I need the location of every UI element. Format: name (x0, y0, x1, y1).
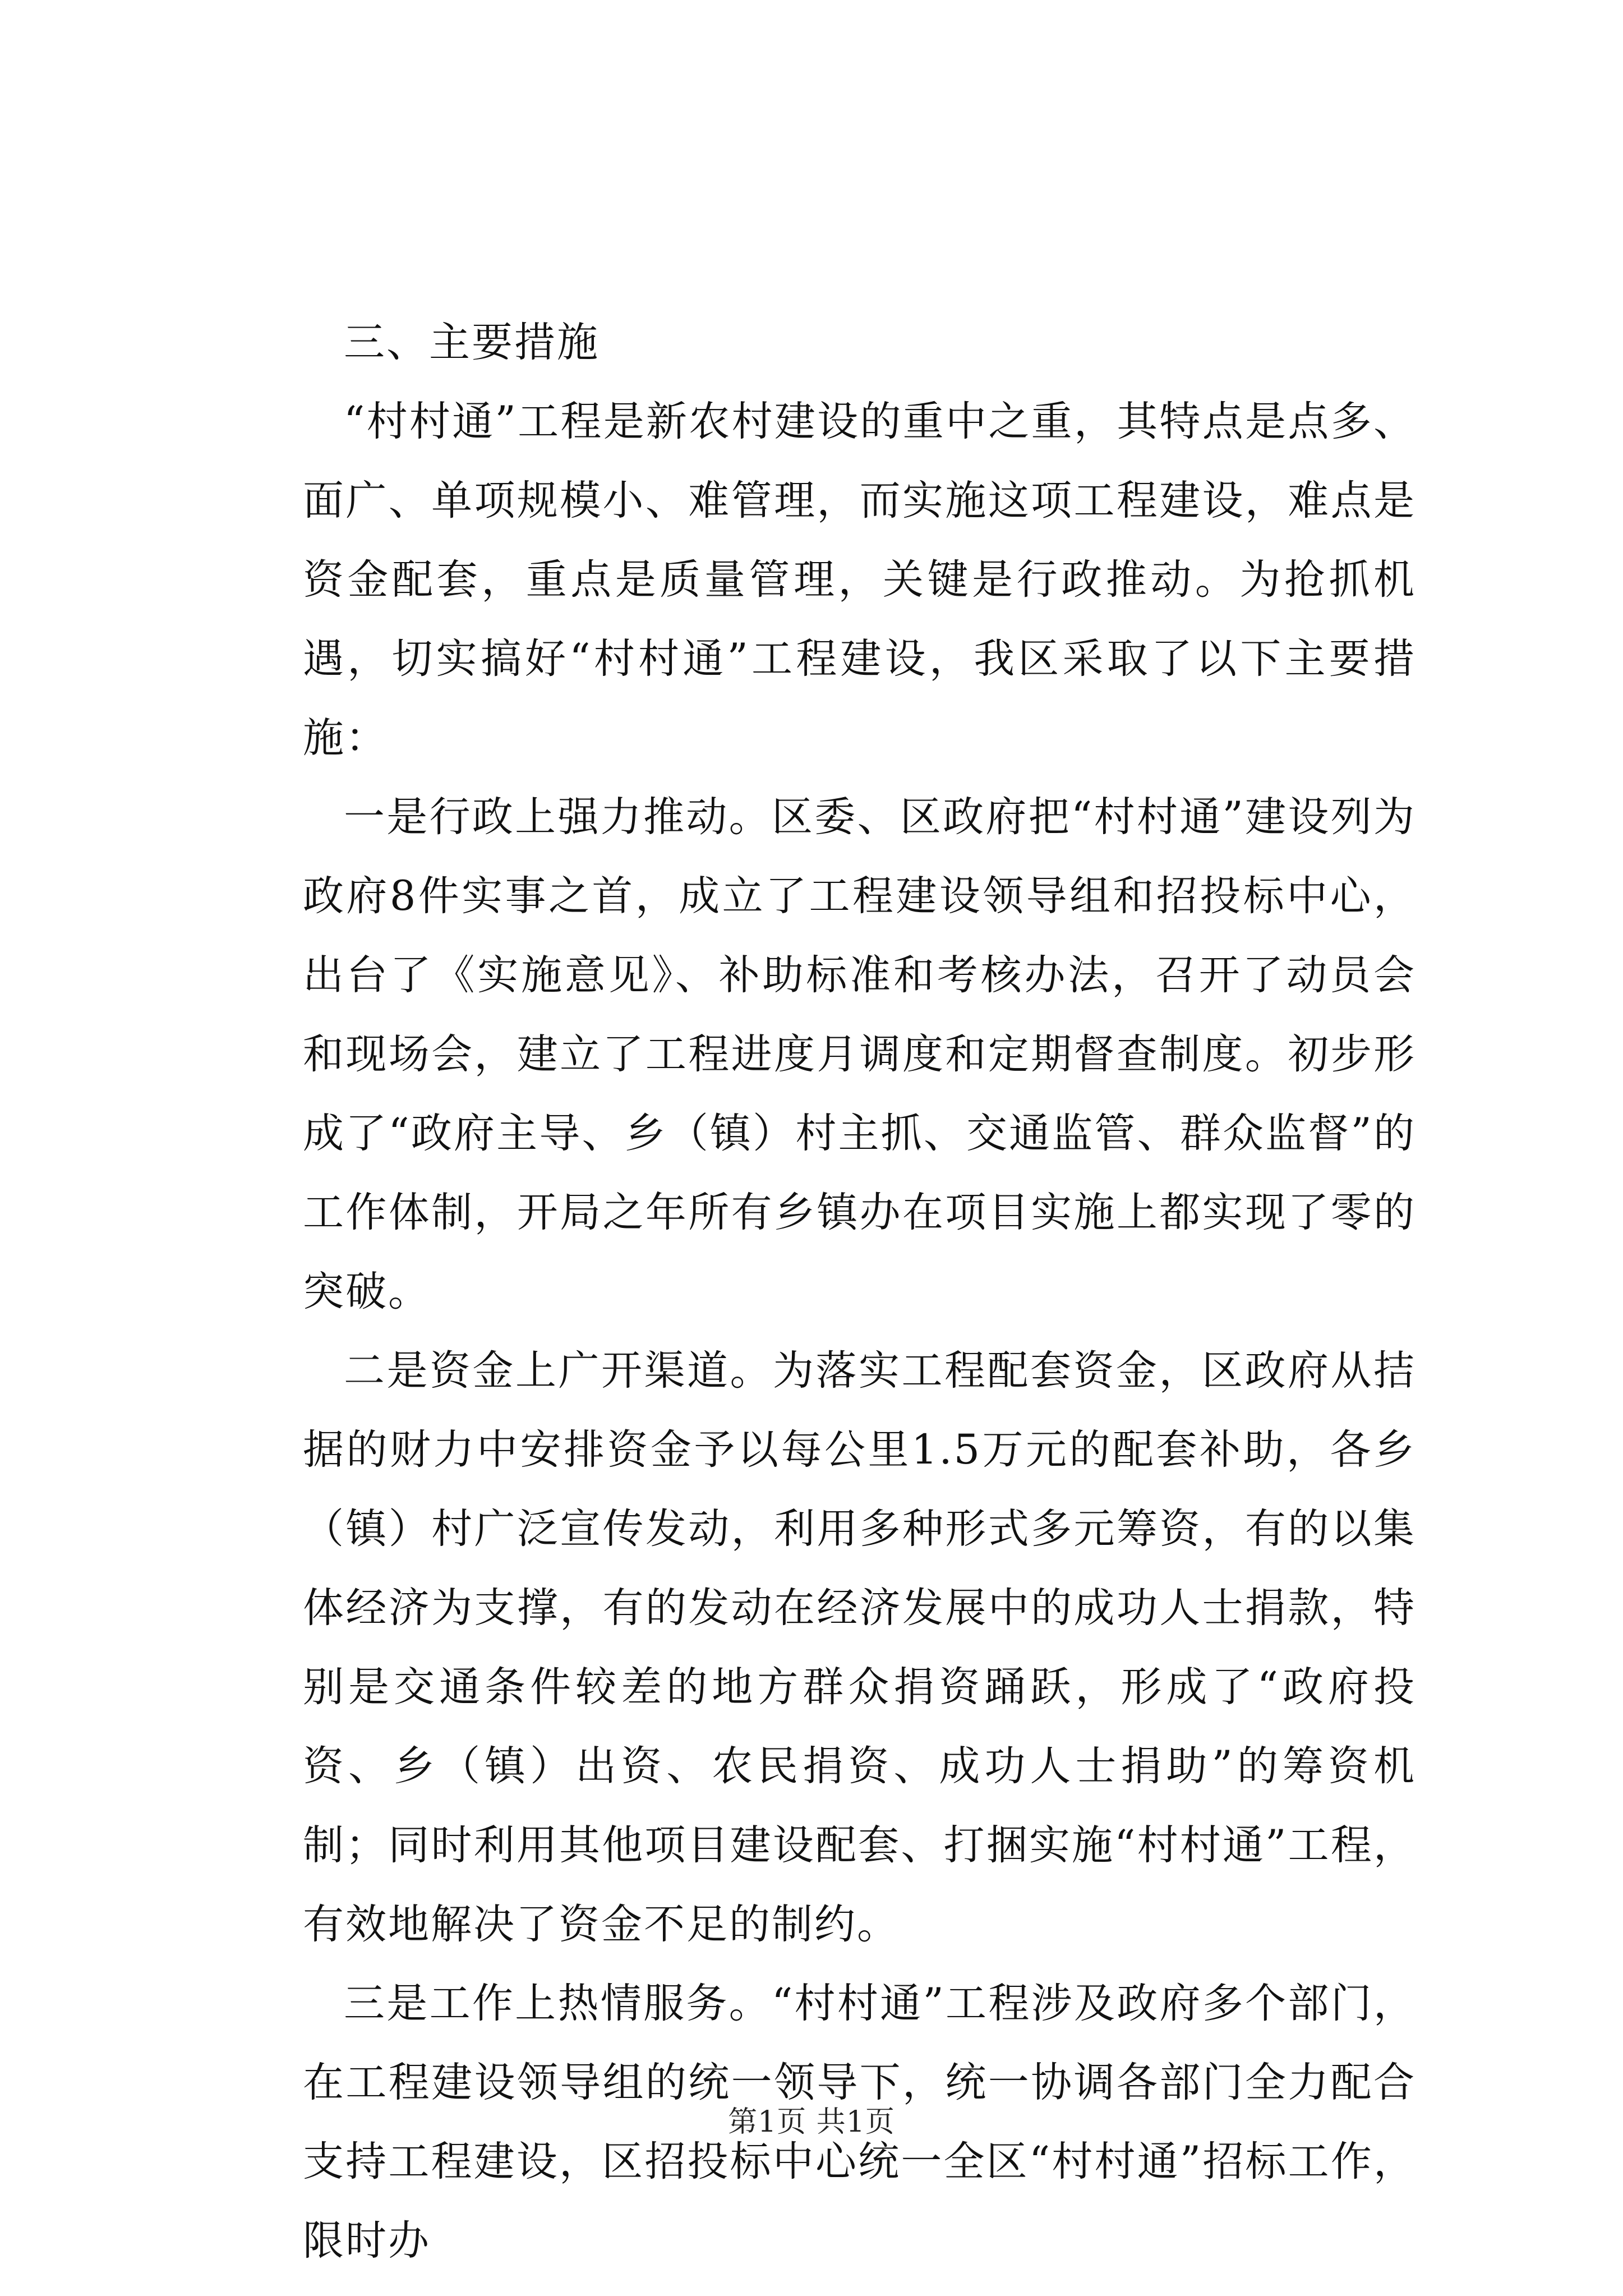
paragraph-intro: “村村通”工程是新农村建设的重中之重，其特点是点多、面广、单项规模小、难管理，而实施这项工程建设，难点是资金配套，重点是质量管理，关键是行政推动。为抢抓机遇，切实搞好“村村通”工程建设，我区采取了以下主要措施： (303, 398, 1416, 762)
page-footer (0, 2098, 1623, 2140)
section-heading: 三、主要措施 (344, 319, 600, 366)
paragraph-measure-2: 二是资金上广开渠道。为落实工程配套资金，区政府从拮据的财力中安排资金予以每公里1.5万元的配套补助，各乡（镇）村广泛宣传发动，利用多种形式多元筹资，有的以集体经济为支撑，有的发动在经济发展中的成功人士捐款，特别是交通条件较差的地方群众捐资踊跃，形成了“政府投资、乡（镇）出资、农民捐资、成功人士捐助”的筹资机制；同时利用其他项目建设配套、打捆实施“村村通”工程，有效地解决了资金不足的制约。 (303, 1347, 1416, 1948)
document-body (303, 303, 1416, 2280)
page-number-label: 第1页 共1页 (728, 2105, 895, 2139)
paragraph-measure-3: 三是工作上热情服务。“村村通”工程涉及政府多个部门，在工程建设领导组的统一领导下，统一协调各部门全力配合支持工程建设，区招投标中心统一全区“村村通”招标工作，限时办 (303, 1980, 1416, 2265)
paragraph-measure-1: 一是行政上强力推动。区委、区政府把“村村通”建设列为政府8件实事之首，成立了工程建设领导组和招投标中心，出台了《实施意见》、补助标准和考核办法，召开了动员会和现场会，建立了工程进度月调度和定期督查制度。初步形成了“政府主导、乡（镇）村主抓、交通监管、群众监督”的工作体制，开局之年所有乡镇办在项目实施上都实现了零的突破。 (303, 793, 1416, 1315)
